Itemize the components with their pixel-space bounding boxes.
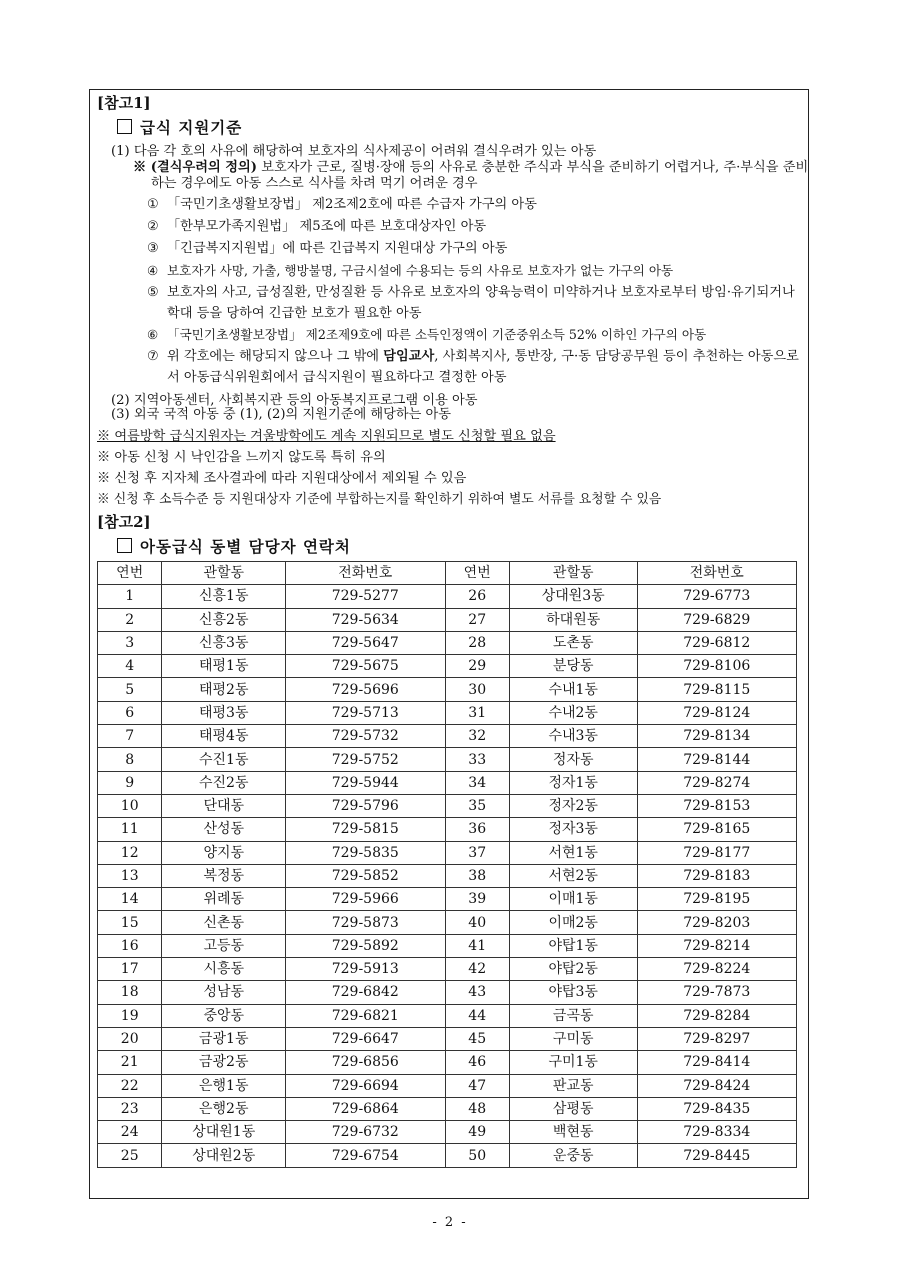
table-cell: 729-8334 [637,1121,797,1144]
table-cell: 729-5944 [286,771,445,794]
table-row [98,864,797,887]
table-cell: 수진2동 [162,771,286,794]
table-row [98,1027,797,1050]
table-cell: 29 [445,655,509,678]
table-cell: 729-6842 [286,981,445,1004]
sub-items [111,394,809,422]
table-cell: 수내2동 [509,701,637,724]
table-cell: 6 [98,701,162,724]
table-cell: 729-5675 [286,655,445,678]
table-cell: 4 [98,655,162,678]
table-cell: 39 [445,888,509,911]
table-cell: 정자3동 [509,818,637,841]
table-cell: 31 [445,701,509,724]
table-cell: 14 [98,888,162,911]
header-cell: 전화번호 [637,562,797,585]
definition-note-text: 보호자가 근로, 질병·장애 등의 사유로 충분한 주식과 부식을 준비하기 어렵거나, 주·부식을 준비하는 경우에도 아동 스스로 식사를 차려 먹기 어려운 경우 [151,160,809,191]
table-cell: 구미동 [509,1027,637,1050]
table-row [98,1097,797,1120]
header-cell: 전화번호 [286,562,445,585]
table-cell: 17 [98,958,162,981]
criteria-row: ③ 「긴급복지지원법」에 따른 긴급복지 지원대상 가구의 아동 [147,241,508,256]
table-row [98,678,797,701]
ref1-label: [참고1] [97,94,151,112]
criteria-row: ⑥ 「국민기초생활보장법」 제2조제9호에 따른 소득인정액이 기준중위소득 52% 이하인 가구의 아동 [147,327,707,342]
table-cell: 시흥동 [162,958,286,981]
table-cell: 38 [445,864,509,887]
table-cell: 성남동 [162,981,286,1004]
header-cell: 연번 [98,562,162,585]
note-item: ※ 신청 후 소득수준 등 지원대상자 기준에 부합하는지를 확인하기 위하여 별도 서류를 요청할 수 있음 [97,492,662,507]
table-cell: 729-5873 [286,911,445,934]
table-row [98,1074,797,1097]
table-cell: 신흥3동 [162,631,286,654]
table-row [98,1051,797,1074]
table-cell: 수진1동 [162,748,286,771]
table-cell: 고등동 [162,934,286,957]
table-cell: 25 [98,1144,162,1167]
table-row [98,1121,797,1144]
table-row [98,748,797,771]
table-cell: 복정동 [162,864,286,887]
ref2-title-text: 아동급식 동별 담당자 연락처 [140,537,351,556]
table-cell: 729-8144 [637,748,797,771]
table-row [98,631,797,654]
table-cell: 729-8284 [637,1004,797,1027]
table-cell: 금광2동 [162,1051,286,1074]
table-cell: 40 [445,911,509,934]
table-cell: 729-7873 [637,981,797,1004]
table-cell: 위례동 [162,888,286,911]
table-cell: 금곡동 [509,1004,637,1027]
table-cell: 729-8183 [637,864,797,887]
table-cell: 15 [98,911,162,934]
criteria-row: ④ 보호자가 사망, 가출, 행방불명, 구금시설에 수용되는 등의 사유로 보호자가 없는 가구의 아동 [147,263,674,278]
table-cell: 729-5732 [286,725,445,748]
table-cell: 729-5835 [286,841,445,864]
document-content [97,92,809,1168]
table-cell: 이매1동 [509,888,637,911]
table-cell: 729-5815 [286,818,445,841]
table-cell: 46 [445,1051,509,1074]
table-cell: 24 [98,1121,162,1144]
table-cell: 729-5696 [286,678,445,701]
table-cell: 729-8177 [637,841,797,864]
table-cell: 12 [98,841,162,864]
table-cell: 26 [445,585,509,608]
table-cell: 36 [445,818,509,841]
table-cell: 19 [98,1004,162,1027]
table-cell: 22 [98,1074,162,1097]
table-cell: 21 [98,1051,162,1074]
table-cell: 서현2동 [509,864,637,887]
table-cell: 7 [98,725,162,748]
table-cell: 운중동 [509,1144,637,1167]
table-cell: 백현동 [509,1121,637,1144]
table-header-row [98,562,797,585]
table-cell: 729-6821 [286,1004,445,1027]
table-cell: 태평2동 [162,678,286,701]
table-cell: 729-6754 [286,1144,445,1167]
table-cell: 729-8274 [637,771,797,794]
header-cell: 관할동 [162,562,286,585]
table-cell: 729-8106 [637,655,797,678]
table-cell: 729-6647 [286,1027,445,1050]
table-cell: 태평3동 [162,701,286,724]
table-row [98,911,797,934]
table-cell: 신흥1동 [162,585,286,608]
table-cell: 정자1동 [509,771,637,794]
criteria-row: ⑦ 위 각호에는 해당되지 않으나 그 밖에 담임교사, 사회복지사, 통반장, 구·동 담당공무원 등이 추천하는 아동으로서 아동급식위원회에서 급식지원이 필요하다고 결정한 아동 [147,349,799,385]
table-cell: 729-5966 [286,888,445,911]
table-cell: 이매2동 [509,911,637,934]
table-row [98,771,797,794]
definition-note [133,160,809,192]
checkbox-square-icon [117,538,132,553]
page-number: - 2 - [432,1215,468,1230]
table-row [98,818,797,841]
table-row [98,608,797,631]
table-cell: 49 [445,1121,509,1144]
table-cell: 729-8445 [637,1144,797,1167]
table-cell: 구미1동 [509,1051,637,1074]
contact-table [97,561,797,1168]
table-row [98,794,797,817]
table-cell: 34 [445,771,509,794]
table-cell: 삼평동 [509,1097,637,1120]
table-cell: 729-8424 [637,1074,797,1097]
table-row [98,981,797,1004]
header-cell: 연번 [445,562,509,585]
table-cell: 43 [445,981,509,1004]
table-cell: 729-5796 [286,794,445,817]
table-cell: 30 [445,678,509,701]
table-cell: 41 [445,934,509,957]
table-cell: 729-8203 [637,911,797,934]
table-cell: 태평1동 [162,655,286,678]
table-cell: 33 [445,748,509,771]
table-row [98,655,797,678]
table-cell: 산성동 [162,818,286,841]
header-cell: 관할동 [509,562,637,585]
table-row [98,701,797,724]
table-cell: 729-5647 [286,631,445,654]
table-cell: 상대원3동 [509,585,637,608]
table-row [98,958,797,981]
table-cell: 상대원2동 [162,1144,286,1167]
ref2-label: [참고2] [97,513,151,531]
checkbox-square-icon [117,119,132,134]
table-cell: 18 [98,981,162,1004]
table-cell: 은행2동 [162,1097,286,1120]
table-cell: 23 [98,1097,162,1120]
table-cell: 729-5634 [286,608,445,631]
table-cell: 44 [445,1004,509,1027]
table-cell: 8 [98,748,162,771]
notes-list [97,426,809,510]
table-cell: 729-8195 [637,888,797,911]
table-cell: 수내1동 [509,678,637,701]
table-cell: 729-6812 [637,631,797,654]
criteria-item-2: (2) 지역아동센터, 사회복지관 등의 아동복지프로그램 이용 아동 [111,393,478,408]
table-row [98,585,797,608]
table-cell: 729-8435 [637,1097,797,1120]
table-cell: 729-8414 [637,1051,797,1074]
table-cell: 27 [445,608,509,631]
table-cell: 50 [445,1144,509,1167]
table-cell: 단대동 [162,794,286,817]
table-cell: 37 [445,841,509,864]
table-cell: 729-8297 [637,1027,797,1050]
table-cell: 정자동 [509,748,637,771]
table-cell: 28 [445,631,509,654]
table-cell: 13 [98,864,162,887]
table-cell: 태평4동 [162,725,286,748]
note-item: ※ 아동 신청 시 낙인감을 느끼지 않도록 특히 유의 [97,450,386,465]
table-cell: 양지동 [162,841,286,864]
table-cell: 729-8165 [637,818,797,841]
table-cell: 729-5892 [286,934,445,957]
table-cell: 42 [445,958,509,981]
table-row [98,934,797,957]
criteria-row: ① 「국민기초생활보장법」 제2조제2호에 따른 수급자 가구의 아동 [147,197,537,212]
table-cell: 서현1동 [509,841,637,864]
table-cell: 중앙동 [162,1004,286,1027]
table-cell: 야탑1동 [509,934,637,957]
table-cell: 10 [98,794,162,817]
criteria-item-3: (3) 외국 국적 아동 중 (1), (2)의 지원기준에 해당하는 아동 [111,407,452,422]
table-cell: 729-8134 [637,725,797,748]
table-cell: 신흥2동 [162,608,286,631]
table-cell: 729-8115 [637,678,797,701]
criteria-row: ② 「한부모가족지원법」 제5조에 따른 보호대상자인 아동 [147,219,487,234]
table-cell: 729-8224 [637,958,797,981]
table-cell: 16 [98,934,162,957]
table-cell: 729-6732 [286,1121,445,1144]
table-cell: 분당동 [509,655,637,678]
table-cell: 9 [98,771,162,794]
table-cell: 48 [445,1097,509,1120]
note-item: ※ 여름방학 급식지원자는 겨울방학에도 계속 지원되므로 별도 신청할 필요 없음 [97,429,556,444]
table-cell: 729-5852 [286,864,445,887]
table-cell: 야탑2동 [509,958,637,981]
table-cell: 11 [98,818,162,841]
table-cell: 729-8153 [637,794,797,817]
table-cell: 729-6694 [286,1074,445,1097]
contact-table-body [98,585,797,1167]
table-cell: 하대원동 [509,608,637,631]
table-cell: 도촌동 [509,631,637,654]
table-row [98,725,797,748]
table-cell: 금광1동 [162,1027,286,1050]
table-cell: 729-8124 [637,701,797,724]
ref1-section-title [117,116,809,140]
table-cell: 729-6773 [637,585,797,608]
criteria-item-1: (1) 다음 각 호의 사유에 해당하여 보호자의 식사제공이 어려워 결식우려가 있는 아동 [111,144,597,159]
table-cell: 32 [445,725,509,748]
table-row [98,888,797,911]
table-cell: 정자2동 [509,794,637,817]
table-cell: 45 [445,1027,509,1050]
table-cell: 47 [445,1074,509,1097]
ref2-section-title [117,535,809,559]
criteria-row: ⑤ 보호자의 사고, 급성질환, 만성질환 등 사유로 보호자의 양육능력이 미약하거나 보호자로부터 방임·유기되거나 학대 등을 당하여 긴급한 보호가 필요한 아동 [147,285,795,321]
table-cell: 수내3동 [509,725,637,748]
table-cell: 729-8214 [637,934,797,957]
table-row [98,841,797,864]
table-cell: 3 [98,631,162,654]
ref1-title-text: 급식 지원기준 [140,118,243,137]
table-cell: 729-5277 [286,585,445,608]
definition-note-bold: ※ (결식우려의 정의) [133,160,258,175]
table-cell: 729-6864 [286,1097,445,1120]
table-cell: 20 [98,1027,162,1050]
table-cell: 729-5752 [286,748,445,771]
criteria-list [147,194,809,388]
table-cell: 729-5713 [286,701,445,724]
table-cell: 2 [98,608,162,631]
note-item: ※ 신청 후 지자체 조사결과에 따라 지원대상에서 제외될 수 있음 [97,471,467,486]
table-cell: 729-6829 [637,608,797,631]
table-cell: 은행1동 [162,1074,286,1097]
table-row [98,1144,797,1167]
table-cell: 729-6856 [286,1051,445,1074]
table-cell: 판교동 [509,1074,637,1097]
table-cell: 35 [445,794,509,817]
table-cell: 상대원1동 [162,1121,286,1144]
table-cell: 야탑3동 [509,981,637,1004]
table-cell: 1 [98,585,162,608]
table-cell: 5 [98,678,162,701]
table-row [98,1004,797,1027]
table-cell: 729-5913 [286,958,445,981]
table-cell: 신촌동 [162,911,286,934]
